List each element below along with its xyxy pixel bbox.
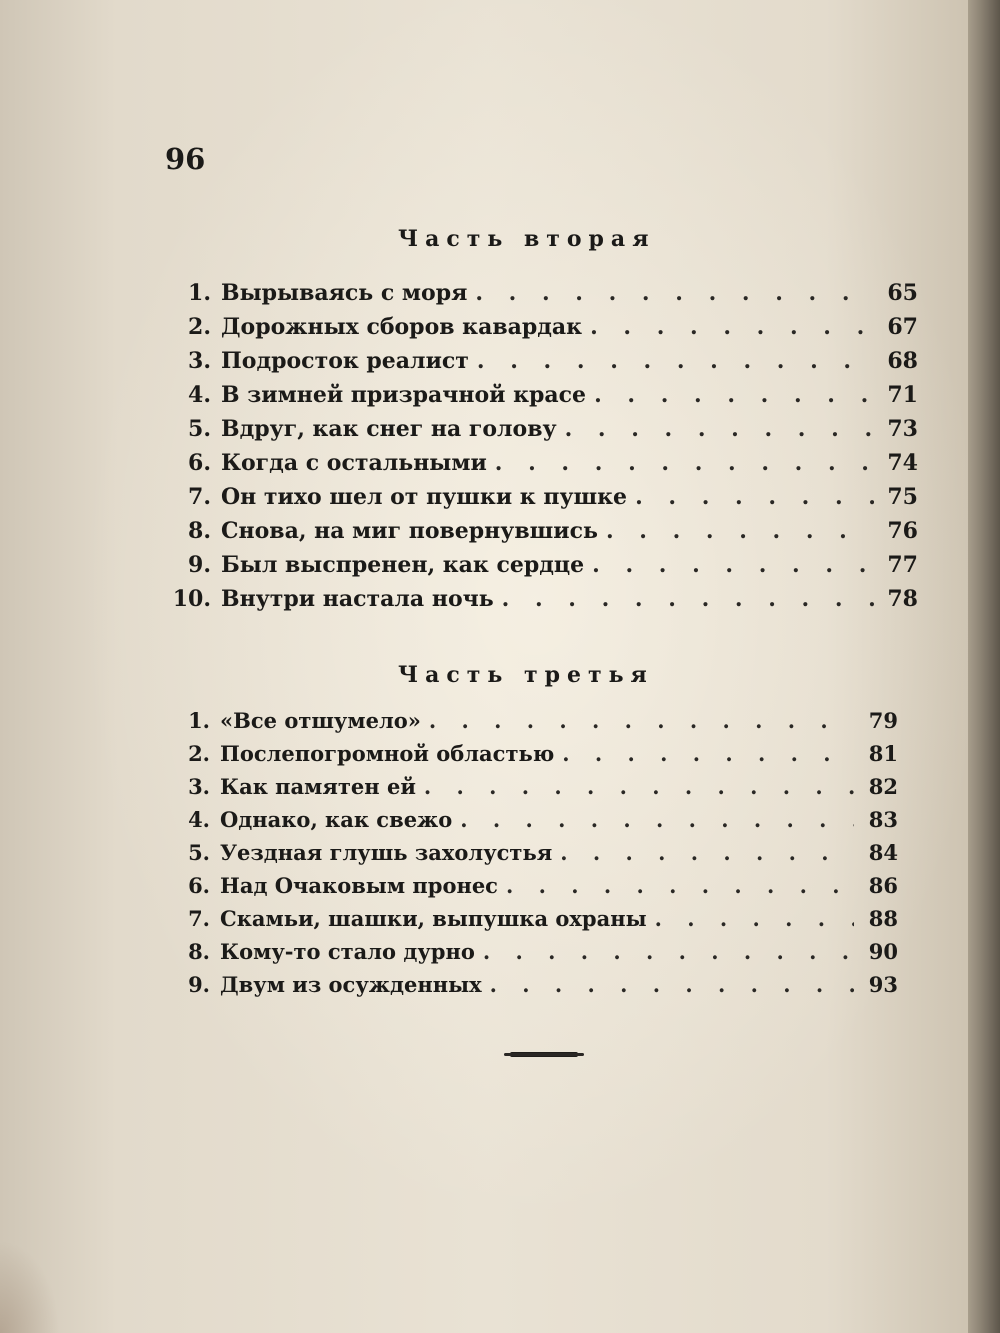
toc-entry-title: Дорожных сборов кавардак: [221, 314, 583, 340]
toc-leader-dots: [495, 450, 874, 476]
toc-entry: [156, 314, 918, 348]
toc-entry-title: Подросток реалист: [221, 348, 469, 374]
page-edge-shadow: [968, 0, 1000, 1333]
toc-entry-title: Над Очаковым пронес: [220, 873, 498, 898]
toc-part-two: [156, 280, 918, 620]
toc-entry-title: «Все отшумело»: [220, 708, 421, 733]
toc-entry-page: 88: [868, 906, 898, 931]
toc-entry: [170, 873, 898, 906]
toc-entry-title: Внутри настала ночь: [221, 586, 494, 612]
toc-entry: [156, 552, 918, 586]
toc-entry-page: 86: [868, 873, 898, 898]
toc-entry-number: 4.: [188, 807, 210, 832]
toc-entry: [170, 939, 898, 972]
toc-entry-number: 7.: [188, 906, 210, 931]
toc-entry: [156, 348, 918, 382]
toc-entry-page: 93: [868, 972, 898, 997]
toc-leader-dots: [565, 416, 874, 442]
toc-part-three: [170, 708, 898, 1005]
toc-entry-page: 71: [887, 382, 918, 408]
toc-entry-page: 77: [887, 552, 918, 578]
end-rule-ornament: [510, 1052, 578, 1057]
toc-entry-number: 8.: [188, 518, 211, 544]
toc-entry-page: 90: [868, 939, 898, 964]
toc-entry-page: 82: [868, 774, 898, 799]
toc-entry-title: Был выспренен, как сердце: [221, 552, 585, 578]
section-title-part-two: Часть вторая: [398, 226, 656, 252]
toc-leader-dots: [590, 314, 874, 340]
toc-entry: [170, 708, 898, 741]
toc-entry: [156, 450, 918, 484]
page-number: 96: [165, 142, 206, 176]
toc-entry-title: Когда с остальными: [221, 450, 487, 476]
toc-leader-dots: [606, 518, 874, 544]
toc-entry-number: 6.: [188, 450, 211, 476]
toc-entry-title: Послепогромной областью: [220, 741, 555, 766]
toc-leader-dots: [506, 873, 854, 898]
toc-entry-title: В зимней призрачной красе: [221, 382, 587, 408]
toc-entry: [156, 280, 918, 314]
toc-entry-number: 6.: [188, 873, 210, 898]
toc-entry-title: Однако, как свежо: [220, 807, 453, 832]
toc-entry-title: Двум из осужденных: [220, 972, 482, 997]
toc-entry: [156, 518, 918, 552]
toc-entry-number: 8.: [188, 939, 210, 964]
toc-entry-number: 1.: [188, 708, 210, 733]
toc-entry-number: 2.: [188, 314, 211, 340]
toc-entry-page: 76: [887, 518, 918, 544]
toc-entry-page: 65: [887, 280, 918, 306]
section-title-part-three: Часть третья: [398, 662, 654, 688]
toc-entry: [170, 741, 898, 774]
toc-entry: [170, 840, 898, 873]
toc-entry-number: 5.: [188, 416, 211, 442]
toc-entry-page: 75: [887, 484, 918, 510]
toc-entry-title: Он тихо шел от пушки к пушке: [221, 484, 628, 510]
toc-leader-dots: [594, 382, 874, 408]
toc-entry-number: 10.: [172, 586, 211, 612]
toc-entry: [170, 774, 898, 807]
toc-entry-title: Как памятен ей: [220, 774, 416, 799]
toc-leader-dots: [460, 807, 854, 832]
toc-entry-page: 78: [887, 586, 918, 612]
toc-entry-number: 2.: [188, 741, 210, 766]
toc-leader-dots: [562, 741, 854, 766]
toc-entry-page: 73: [887, 416, 918, 442]
toc-leader-dots: [475, 280, 874, 306]
toc-leader-dots: [483, 939, 854, 964]
toc-entry: [170, 906, 898, 939]
toc-leader-dots: [477, 348, 874, 374]
toc-leader-dots: [635, 484, 874, 510]
toc-entry-page: 68: [887, 348, 918, 374]
toc-leader-dots: [592, 552, 874, 578]
toc-entry-number: 1.: [188, 280, 211, 306]
toc-entry-title: Вдруг, как снег на голову: [221, 416, 557, 442]
toc-entry-number: 4.: [188, 382, 211, 408]
toc-entry-page: 74: [887, 450, 918, 476]
toc-entry-title: Уездная глушь захолустья: [220, 840, 553, 865]
toc-entry-number: 7.: [188, 484, 211, 510]
toc-entry-number: 3.: [188, 774, 210, 799]
toc-entry-page: 67: [887, 314, 918, 340]
toc-entry-number: 3.: [188, 348, 211, 374]
toc-entry: [170, 807, 898, 840]
toc-entry-page: 81: [868, 741, 898, 766]
toc-entry: [156, 586, 918, 620]
toc-leader-dots: [429, 708, 854, 733]
toc-entry: [156, 382, 918, 416]
toc-entry-number: 5.: [188, 840, 210, 865]
toc-entry-title: Кому-то стало дурно: [220, 939, 475, 964]
toc-entry-page: 79: [868, 708, 898, 733]
toc-entry-page: 83: [868, 807, 898, 832]
toc-entry-title: Скамьи, шашки, выпушка охраны: [220, 906, 647, 931]
page-corner-shadow: [0, 1240, 60, 1333]
toc-leader-dots: [655, 906, 854, 931]
toc-entry-title: Вырываясь с моря: [221, 280, 468, 306]
toc-entry: [156, 484, 918, 518]
toc-entry-number: 9.: [188, 552, 211, 578]
toc-entry-number: 9.: [188, 972, 210, 997]
toc-leader-dots: [424, 774, 854, 799]
toc-leader-dots: [502, 586, 874, 612]
toc-entry: [170, 972, 898, 1005]
toc-leader-dots: [560, 840, 854, 865]
toc-leader-dots: [490, 972, 854, 997]
toc-entry-page: 84: [868, 840, 898, 865]
toc-entry: [156, 416, 918, 450]
toc-entry-title: Снова, на миг повернувшись: [221, 518, 598, 544]
